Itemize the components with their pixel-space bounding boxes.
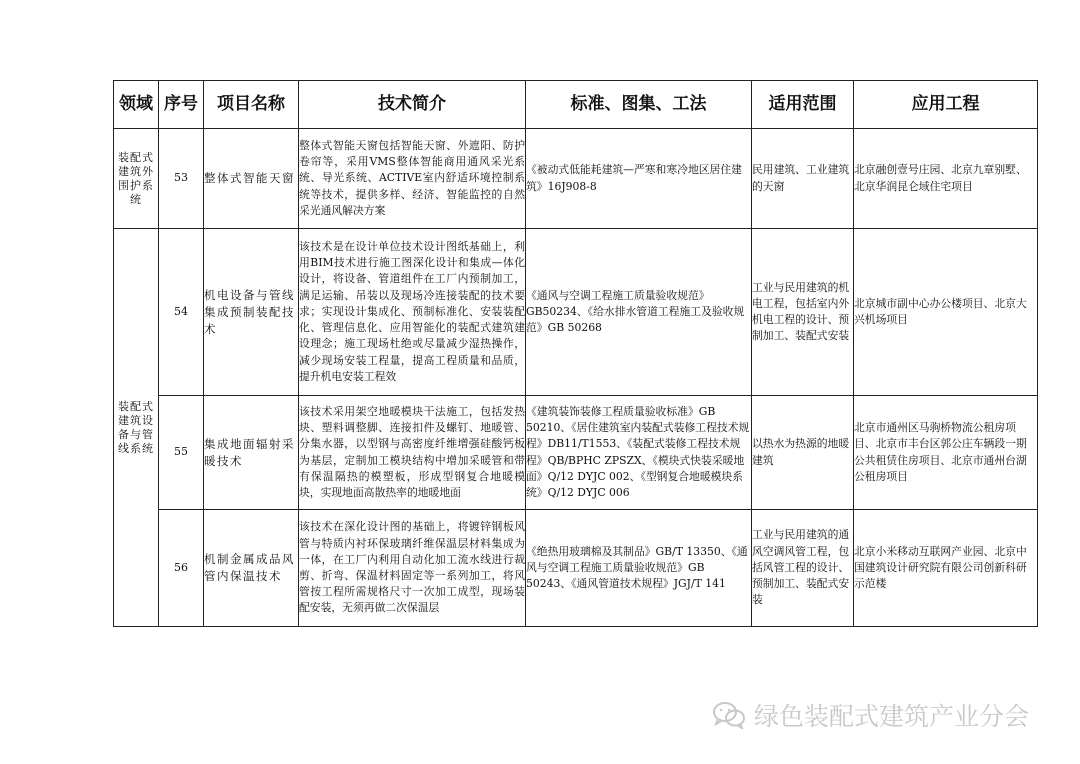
header-name: 项目名称 — [204, 81, 299, 129]
projects-cell: 北京市通州区马驹桥物流公租房项目、北京市丰台区郭公庄车辆段一期公共租赁住房项目、北京市通州台湖公租房项目 — [854, 396, 1038, 510]
wechat-icon — [712, 701, 746, 729]
seq-cell: 54 — [159, 229, 204, 396]
header-intro: 技术简介 — [299, 81, 526, 129]
table-row — [114, 129, 1038, 229]
projects-cell: 北京融创壹号庄园、北京九章别墅、北京华润昆仑域住宅项目 — [854, 129, 1038, 229]
intro-text: 整体式智能天窗包括智能天窗、外遮阳、防护卷帘等，采用VMS整体智能商用通风采光系统、导光系统、ACTIVE室内舒适环境控制系统等技术，提供多样、经济、智能监控的自然采光通风解决方案 — [299, 138, 525, 217]
intro-cell — [299, 229, 526, 396]
standards-cell: 《绝热用玻璃棉及其制品》GB/T 13350、《通风与空调工程施工质量验收规范》GB 50243、《通风管道技术规程》JGJ/T 141 — [526, 510, 752, 627]
scope-cell: 工业与民用建筑的通风空调风管工程，包括风管工程的设计、预制加工、装配式安装 — [752, 510, 854, 627]
intro-text: 该技术是在设计单位技术设计图纸基础上，利用BIM技术进行施工图深化设计和集成—体化设计，将设备、管道组件在工厂内预制加工，满足运输、吊装以及现场冷连接装配的技术要求；实现设计集成化、预制标准化、安装装配化、管理信息化、应用智能化的装配式建筑建设理念；施工现场杜绝或尽量减少湿热操作，减少现场安装工程量，提高工程质量和品质，提升机电安装工程效 — [299, 240, 525, 383]
table-row — [114, 229, 1038, 396]
intro-cell — [299, 129, 526, 229]
name-cell: 机制金属成品风管内保温技术 — [204, 510, 299, 627]
standards-cell: 《被动式低能耗建筑—严寒和寒冷地区居住建筑》16J908-8 — [526, 129, 752, 229]
intro-text: 该技术在深化设计图的基础上，将镀锌钢板风管与特质内衬环保玻璃纤维保温层材料集成为一体，在工厂内利用自动化加工流水线进行裁剪、折弯、保温材料固定等一系列加工，将风管按工程所需规格尺寸一次加工成型，现场装配安装，无须再做二次保温层 — [299, 520, 525, 615]
intro-cell — [299, 510, 526, 627]
header-domain: 领域 — [114, 81, 159, 129]
technology-table — [113, 80, 1038, 627]
projects-cell: 北京小米移动互联网产业园、北京中国建筑设计研究院有限公司创新科研示范楼 — [854, 510, 1038, 627]
seq-cell: 56 — [159, 510, 204, 627]
name-cell: 整体式智能天窗 — [204, 129, 299, 229]
standards-cell: 《通风与空调工程施工质量验收规范》GB50234、《给水排水管道工程施工及验收规范》GB 50268 — [526, 229, 752, 396]
watermark-text: 绿色装配式建筑产业分会 — [754, 702, 1030, 731]
header-standards: 标准、图集、工法 — [526, 81, 752, 129]
seq-cell: 55 — [159, 396, 204, 510]
header-row — [114, 81, 1038, 129]
domain-cell: 装配式建筑外围护系统 — [114, 129, 159, 229]
scope-cell: 民用建筑、工业建筑的天窗 — [752, 129, 854, 229]
seq-cell: 53 — [159, 129, 204, 229]
standards-cell: 《建筑装饰装修工程质量验收标准》GB 50210、《居住建筑室内装配式装修工程技术规程》DB11/T1553、《装配式装修工程技术规程》QB/BPHC ZPSZX、《模块式快装采暖地面》Q/12 DYJC 002、《型钢复合地暖模块系统》Q/12 DYJC 006 — [526, 396, 752, 510]
header-seq: 序号 — [159, 81, 204, 129]
table-row — [114, 510, 1038, 627]
name-cell: 集成地面辐射采暖技术 — [204, 396, 299, 510]
intro-text: 该技术采用架空地暖模块干法施工，包括发热块、塑料调整脚、连接扣件及螺钉、地暖管、分集水器，以型钢与高密度纤维增强硅酸钙板为基层，定制加工模块结构中增加采暖管和带有保温隔热的模塑板，形成型钢复合地暖模块，实现地面高散热率的地暖地面 — [299, 404, 525, 499]
header-projects: 应用工程 — [854, 81, 1038, 129]
table-row — [114, 396, 1038, 510]
header-scope: 适用范围 — [752, 81, 854, 129]
scope-cell: 以热水为热源的地暖建筑 — [752, 396, 854, 510]
scope-cell: 工业与民用建筑的机电工程，包括室内外机电工程的设计、预制加工、装配式安装 — [752, 229, 854, 396]
watermark — [712, 697, 1029, 733]
projects-cell: 北京城市副中心办公楼项目、北京大兴机场项目 — [854, 229, 1038, 396]
domain-cell: 装配式建筑设备与管线系统 — [114, 229, 159, 627]
name-cell: 机电设备与管线集成预制装配技术 — [204, 229, 299, 396]
intro-cell — [299, 396, 526, 510]
